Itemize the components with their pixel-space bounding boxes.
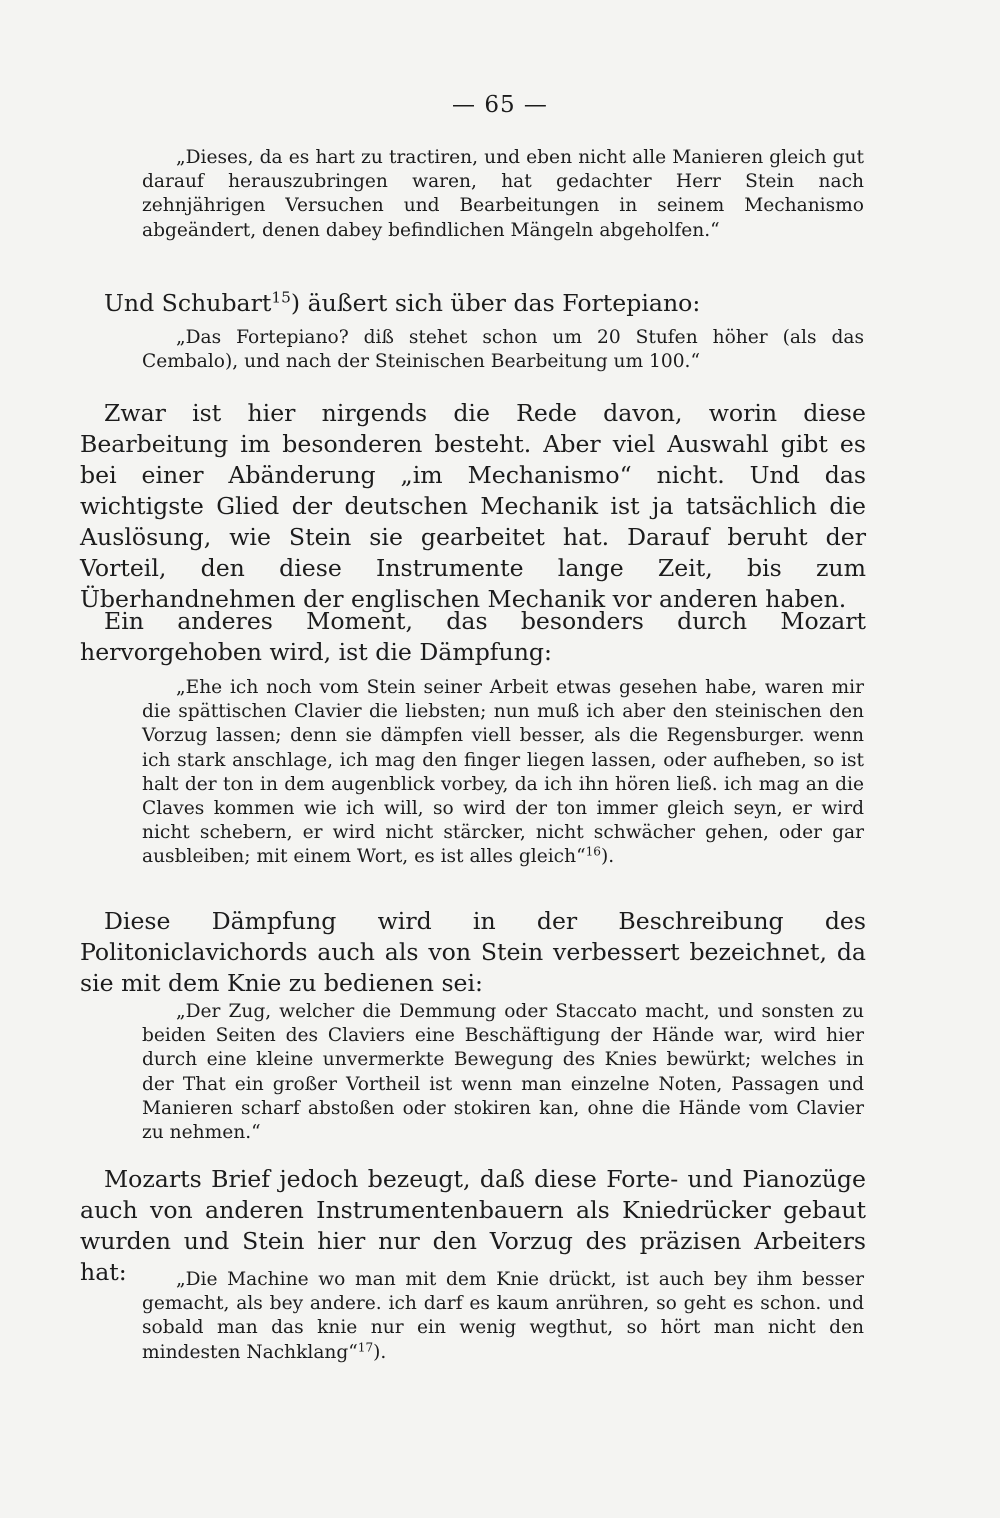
quote-mozart-daempfung-text: „Ehe ich noch vom Stein seiner Arbeit etwas gesehen habe, waren mir die spättischen Clavier die liebsten; nun muß ich aber den steinischen den Vorzug lassen; denn sie dämpfen viell besser, als die Regensburger. wenn ich stark anschlage, ich mag den finger liegen lassen, oder aufheben, so ist halt der ton in dem augenblick vorbey, da ich ihn hören ließ. ich mag an die Claves kommen wie ich will, so wird der ton immer gleich seyn, er wird nicht schebern, er wird nicht stärcker, nicht schwächer gehen, oder gar ausbleiben; mit einem Wort, es ist alles gleich“ [142,677,864,868]
quote-machine-knie [142,1268,864,1365]
quote-stein-mechanismo: „Dieses, da es hart zu tractiren, und eben nicht alle Manieren gleich gut darauf herauszubringen waren, hat gedachter Herr Stein nach zehnjährigen Versuchen und Bearbeitungen in seinem Mechanismo abgeändert, denen dabey befindlichen Mängeln abgeholfen.“ [142,147,864,241]
schubart-intro-text: Und Schubart [104,289,272,317]
quote-mozart-daempfung [142,676,864,870]
paragraph-bearbeitung: Zwar ist hier nirgends die Rede davon, worin diese Bearbeitung im besonderen besteht. Aber viel Auswahl gibt es bei einer Abänderung „im Mechanismo“ nicht. Und das wichtigste Glied der deutschen Mechanik ist ja tatsächlich die Auslösung, wie Stein sie gearbeitet hat. Darauf beruht der Vorteil, den diese Instrumente lange Zeit, bis zum Überhandnehmen der englischen Mechanik vor anderen haben. [80,399,866,613]
footnote-ref-17: 17 [357,1339,374,1354]
footnote-ref-16: 16 [585,844,601,859]
quote-schubart-fortepiano: „Das Fortepiano? diß stehet schon um 20 Stufen höher (als das Cembalo), und nach der Steinischen Bearbeitung um 100.“ [142,327,864,373]
quote-knie-zug: „Der Zug, welcher die Demmung oder Staccato macht, und sonsten zu beiden Seiten des Claviers eine Beschäftigung der Hände war, wird hier durch eine kleine unvermerkte Bewegung des Knies bewürkt; welches in der That ein großer Vortheil ist wenn man einzelne Noten, Passagen und Manieren scharf abstoßen oder stokiren kan, ohne die Hände vom Clavier zu nehmen.“ [142,1001,864,1144]
paragraph-schubart-intro [80,288,866,319]
schubart-intro-rest: ) äußert sich über das Fortepiano: [290,289,701,317]
page-number: — 65 — [452,92,548,118]
quote-machine-knie-text: „Die Machine wo man mit dem Knie drückt, ist auch bey ihm besser gemacht, als bey andere. ich darf es kaum anrühren, so geht es schon. und sobald man das knie nur ein wenig wegthut, so hört man nicht den mindesten Nachklang“ [142,1269,864,1363]
paragraph-daempfung-intro: Ein anderes Moment, das besonders durch Mozart hervorgehoben wird, ist die Dämpfung: [80,607,866,666]
quote-mozart-daempfung-end: ). [600,846,615,868]
paragraph-politoniclavichord: Diese Dämpfung wird in der Beschreibung des Politoniclavichords auch als von Stein verbessert bezeichnet, da sie mit dem Knie zu bedienen sei: [80,907,866,997]
paragraph-mozarts-brief: Mozarts Brief jedoch bezeugt, daß diese Forte- und Pianozüge auch von anderen Instrumentenbauern als Kniedrücker gebaut wurden und Stein hier nur den Vorzug des präzisen Arbeiters hat: [80,1165,866,1286]
quote-machine-knie-end: ). [373,1341,387,1363]
footnote-ref-15: 15 [271,288,291,307]
